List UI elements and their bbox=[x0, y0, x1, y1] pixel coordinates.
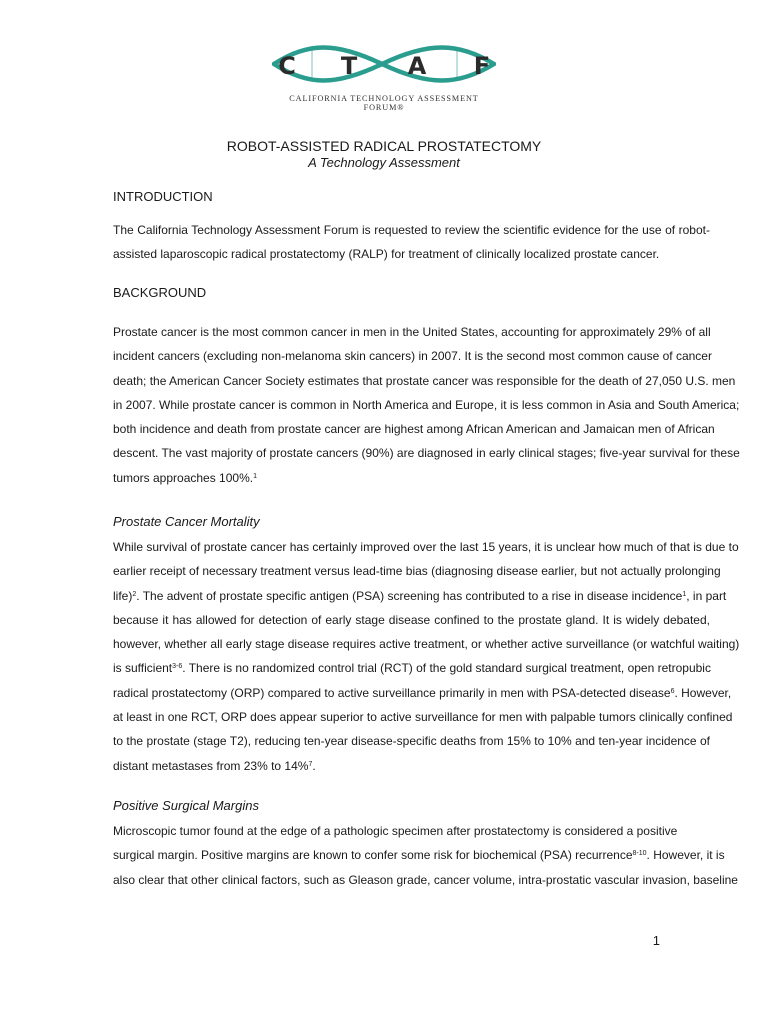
logo-letter-t: T bbox=[340, 52, 358, 80]
paragraph-line: earlier receipt of necessary treatment versus lead-time bias (diagnosing disease earlier, but not actually prolonging bbox=[113, 564, 721, 579]
margins-paragraph bbox=[113, 819, 738, 892]
citation-ref: 1 bbox=[682, 590, 687, 598]
page-number: 1 bbox=[652, 933, 660, 948]
citation-ref: 1 bbox=[253, 472, 257, 480]
paragraph-line: incident cancers (excluding non-melanoma skin cancers) in 2007. It is the second most common cause of cancer bbox=[113, 349, 712, 364]
citation-ref: 3-6 bbox=[172, 663, 183, 671]
paragraph-line: to the prostate (stage T2), reducing ten-year disease-specific deaths from 15% to 10% and ten-year incidence of bbox=[113, 734, 710, 749]
logo-tagline: CALIFORNIA TECHNOLOGY ASSESSMENT FORUM® bbox=[289, 94, 479, 112]
background-heading: BACKGROUND bbox=[113, 285, 207, 300]
line-text: tumors approaches 100%. bbox=[113, 470, 254, 485]
line-text: . However, bbox=[674, 685, 732, 700]
paragraph-line: at least in one RCT, ORP does appear superior to active surveillance for men with palpable tumors clinically confined bbox=[113, 710, 733, 725]
paragraph-line: While survival of prostate cancer has certainly improved over the last 15 years, it is unclear how much of that is due to bbox=[113, 540, 739, 554]
line-text: distant metastases from 23% to 14% bbox=[113, 758, 309, 773]
introduction-paragraph bbox=[113, 218, 710, 267]
line-text: , in part bbox=[686, 588, 727, 603]
paragraph-line: both incidence and death from prostate cancer are highest among African American and Jamaican men of African bbox=[113, 422, 715, 437]
line-text: . There is no randomized control trial (RCT) of the gold standard surgical treatment, open retropubic bbox=[182, 661, 711, 676]
logo-letter-a: A bbox=[407, 52, 427, 80]
dna-helix-graphic bbox=[272, 40, 496, 92]
line-text: . bbox=[312, 758, 316, 773]
paragraph-line bbox=[113, 754, 710, 778]
line-text: surgical margin. Positive margins are known to confer some risk for biochemical (PSA) recurrence bbox=[113, 848, 633, 863]
line-text: is sufficient bbox=[113, 661, 173, 676]
line-text: . However, it is bbox=[646, 848, 725, 863]
paragraph-line bbox=[113, 656, 710, 680]
line-text: . The advent of prostate specific antigen (PSA) screening has contributed to a rise in disease incidence bbox=[136, 588, 683, 603]
paragraph-line bbox=[113, 466, 710, 490]
paragraph-line: because it has allowed for detection of early stage disease confined to the prostate gland. It is widely debated, bbox=[113, 612, 710, 627]
document-subtitle: A Technology Assessment bbox=[308, 155, 460, 170]
paragraph-line: assisted laparoscopic radical prostatectomy (RALP) for treatment of clinically localized prostate cancer. bbox=[113, 247, 660, 262]
paragraph-line: Microscopic tumor found at the edge of a pathologic specimen after prostatectomy is considered a positive bbox=[113, 824, 678, 838]
paragraph-line bbox=[113, 584, 727, 608]
paragraph-line: however, whether all early stage disease requires active treatment, or whether active surveillance (or watchful waiting) bbox=[113, 637, 740, 652]
mortality-paragraph bbox=[113, 535, 740, 778]
margins-subheading: Positive Surgical Margins bbox=[113, 798, 259, 813]
background-paragraph bbox=[113, 320, 740, 490]
document-title: ROBOT-ASSISTED RADICAL PROSTATECTOMY bbox=[226, 138, 542, 154]
line-text: life) bbox=[113, 588, 133, 603]
citation-ref: 8-10 bbox=[632, 850, 647, 858]
ctaf-logo bbox=[272, 40, 496, 110]
paragraph-line: in 2007. While prostate cancer is common in North America and Europe, it is less common in Asia and South America; bbox=[113, 397, 740, 412]
introduction-heading: INTRODUCTION bbox=[113, 189, 213, 204]
line-text: radical prostatectomy (ORP) compared to active surveillance primarily in men with PSA-detected disease bbox=[113, 685, 671, 700]
paragraph-line bbox=[113, 843, 725, 867]
logo-letter-c: C bbox=[278, 52, 296, 80]
logo-letter-f: F bbox=[473, 52, 491, 80]
paragraph-line: also clear that other clinical factors, such as Gleason grade, cancer volume, intra-prostatic vascular invasion, baseline bbox=[113, 872, 738, 887]
paragraph-line: death; the American Cancer Society estimates that prostate cancer was responsible for the death of 27,050 U.S. men bbox=[113, 373, 736, 388]
citation-ref: 2 bbox=[132, 590, 137, 598]
paragraph-line: Prostate cancer is the most common cancer in men in the United States, accounting for approximately 29% of all bbox=[113, 325, 711, 339]
mortality-subheading: Prostate Cancer Mortality bbox=[113, 514, 260, 529]
citation-ref: 6 bbox=[670, 687, 675, 695]
paragraph-line: descent. The vast majority of prostate cancers (90%) are diagnosed in early clinical stages; five-year survival for these bbox=[113, 446, 740, 461]
paragraph-line bbox=[113, 681, 732, 705]
citation-ref: 7 bbox=[308, 760, 313, 768]
paragraph-line: The California Technology Assessment Forum is requested to review the scientific evidence for the use of robot- bbox=[113, 223, 710, 237]
